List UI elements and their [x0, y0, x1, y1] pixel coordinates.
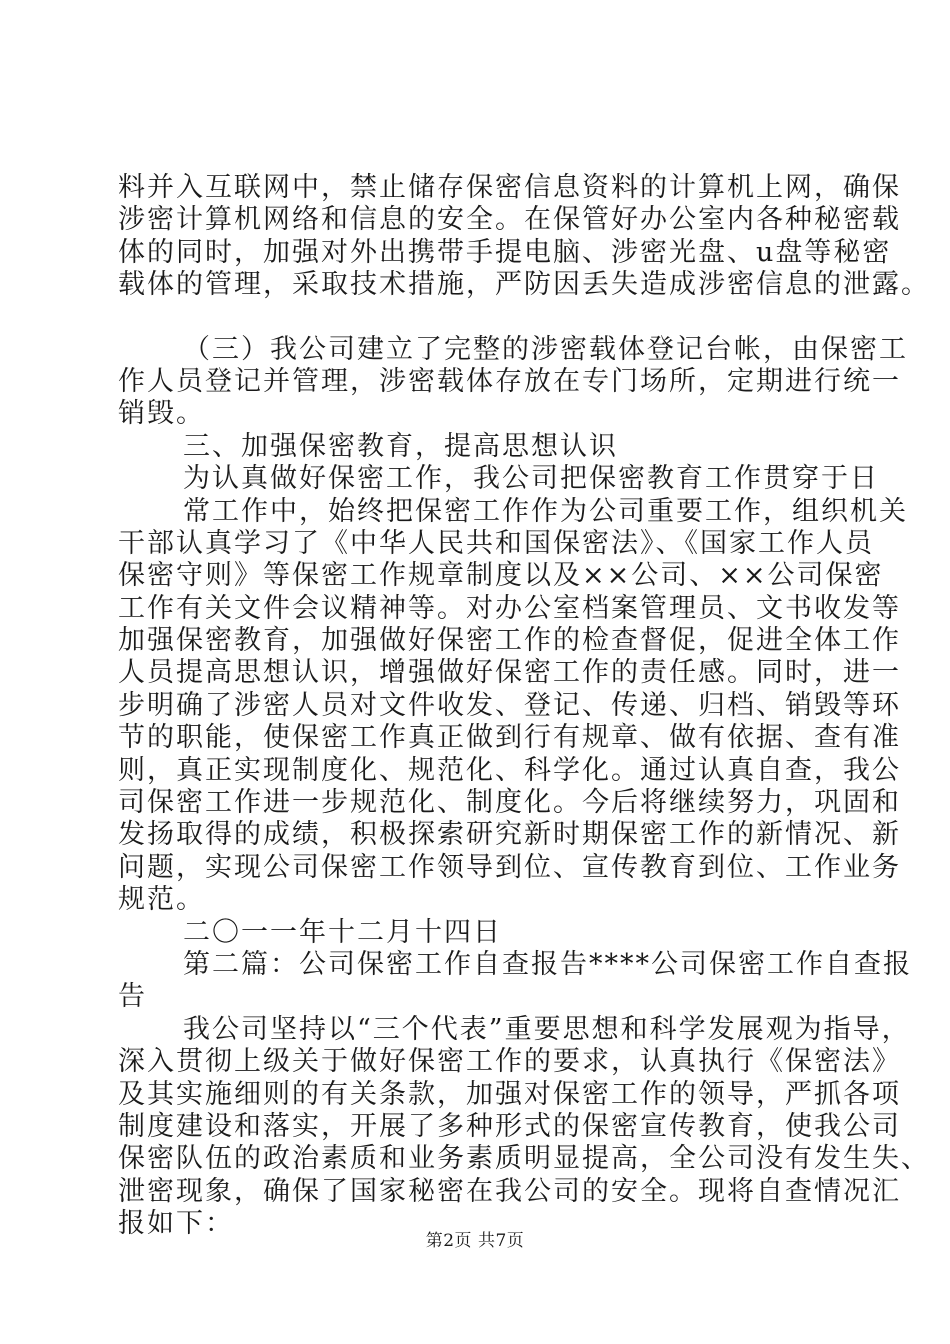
text-line: 泄密现象，确保了国家秘密在我公司的安全。现将自查情况汇 — [118, 1175, 901, 1207]
part-two-title — [118, 948, 912, 1014]
text-line: 告 — [118, 981, 147, 1013]
page-number-footer: 第2页 共7页 — [425, 1231, 525, 1251]
paragraph-education-body — [118, 495, 908, 917]
text-line: 人员提高思想认识，增强做好保密工作的责任感。同时，进一 — [118, 657, 901, 689]
document-date: 二〇一一年十二月十四日 — [183, 916, 502, 948]
text-line: （三）我公司建立了完整的涉密载体登记台帐，由保密工 — [183, 333, 908, 365]
text-line: 料并入互联网中，禁止储存保密信息资料的计算机上网，确保 — [118, 172, 901, 203]
paragraph-carrier-registry — [118, 333, 908, 431]
text-line: 节的职能，使保密工作真正做到行有规章、做有依据、查有准 — [118, 722, 901, 754]
text-line: 涉密计算机网络和信息的安全。在保管好办公室内各种秘密载 — [118, 204, 901, 236]
text-line: 报如下： — [118, 1208, 234, 1240]
text-line: 深入贯彻上级关于做好保密工作的要求，认真执行《保密法》 — [118, 1046, 901, 1078]
text-line: 规范。 — [118, 884, 205, 916]
text-line: 发扬取得的成绩，积极探索研究新时期保密工作的新情况、新 — [118, 819, 901, 851]
text-line: 载体的管理，采取技术措施，严防因丢失造成涉密信息的泄露。 — [118, 269, 930, 301]
paragraph-confidential-computers — [118, 172, 930, 302]
text-line: 及其实施细则的有关条款，加强对保密工作的领导，严抓各项 — [118, 1078, 901, 1110]
text-line: 司保密工作进一步规范化、制度化。今后将继续努力，巩固和 — [118, 787, 901, 819]
paragraph-spacer — [118, 302, 858, 334]
text-line: 干部认真学习了《中华人民共和国保密法》、《国家工作人员 — [118, 527, 874, 559]
text-line: 销毁。 — [118, 398, 205, 430]
text-line: 问题，实现公司保密工作领导到位、宣传教育到位、工作业务 — [118, 851, 901, 883]
section-heading: 三、加强保密教育，提高思想认识 — [183, 430, 618, 462]
text-line: 保密守则》等保密工作规章制度以及××公司、××公司保密 — [118, 560, 884, 592]
text-line: 常工作中，始终把保密工作作为公司重要工作，组织机关 — [183, 495, 908, 527]
text-line: 保密队伍的政治素质和业务素质明显提高，全公司没有发生失、 — [118, 1143, 930, 1175]
paragraph-self-inspection-intro — [118, 1013, 930, 1241]
document-body — [118, 172, 930, 1241]
text-line: 加强保密教育，加强做好保密工作的检查督促，促进全体工作 — [118, 625, 901, 657]
text-line: 步明确了涉密人员对文件收发、登记、传递、归档、销毁等环 — [118, 689, 901, 721]
text-line: 制度建设和落实，开展了多种形式的保密宣传教育，使我公司 — [118, 1110, 901, 1142]
paragraph-education-start: 为认真做好保密工作，我公司把保密教育工作贯穿于日 — [183, 463, 879, 495]
text-line: 工作有关文件会议精神等。对办公室档案管理员、文书收发等 — [118, 592, 901, 624]
text-line: 则，真正实现制度化、规范化、科学化。通过认真自查，我公 — [118, 754, 901, 786]
text-line: 我公司坚持以“三个代表”重要思想和科学发展观为指导， — [183, 1013, 911, 1045]
text-line: 第二篇：公司保密工作自查报告****公司保密工作自查报 — [183, 948, 912, 980]
text-line: 体的同时，加强对外出携带手提电脑、涉密光盘、u盘等秘密 — [118, 236, 892, 268]
text-line: 作人员登记并管理，涉密载体存放在专门场所，定期进行统一 — [118, 365, 901, 397]
